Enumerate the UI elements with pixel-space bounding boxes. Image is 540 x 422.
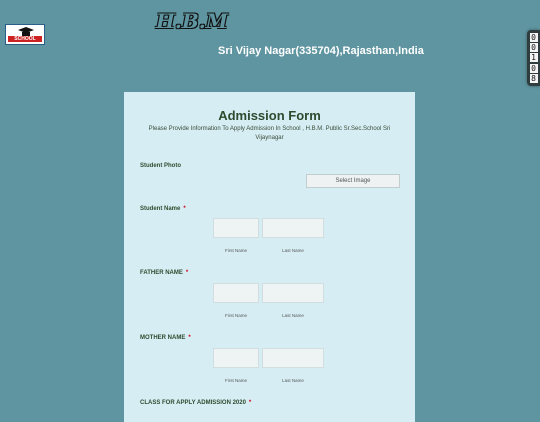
class-admission-label-text: CLASS FOR APPLY ADMISSION 2020 <box>140 400 246 406</box>
mother-name-label-text: MOTHER NAME <box>140 335 186 341</box>
student-first-name-input[interactable] <box>213 218 259 238</box>
school-logo[interactable] <box>5 24 45 45</box>
class-admission-label <box>140 400 251 406</box>
student-last-name-sublabel: Last Name <box>282 248 304 253</box>
counter-digit: 1 <box>531 53 536 63</box>
counter-digit: 0 <box>531 33 536 43</box>
required-mark: * <box>248 400 252 406</box>
form-subtitle: Please Provide Information To Apply Admission In School , H.B.M. Public Sr.Sec.School Sri Vijaynagar <box>148 126 391 141</box>
required-mark: * <box>183 206 186 212</box>
father-name-label-text: FATHER NAME <box>140 270 183 276</box>
mother-first-name-sublabel: First Name <box>224 378 247 383</box>
father-last-name-input[interactable] <box>262 283 324 303</box>
father-last-name-sublabel: Last Name <box>282 313 304 318</box>
student-last-name-input[interactable] <box>262 218 324 238</box>
logo-sign: SCHOOL <box>8 36 42 42</box>
student-photo-label: Student Photo <box>140 163 181 169</box>
mother-first-name-input[interactable] <box>213 348 259 368</box>
counter-digit: 0 <box>531 63 536 73</box>
father-first-name-sublabel: First Name <box>224 313 247 318</box>
form-title: Admission Form <box>218 108 321 123</box>
counter-digit: 8 <box>531 73 536 83</box>
student-name-label <box>140 206 186 212</box>
admission-form <box>124 92 415 422</box>
required-mark: * <box>185 270 189 276</box>
mother-name-label <box>140 335 191 341</box>
school-address: Sri Vijay Nagar(335704),Rajasthan,India <box>218 45 424 57</box>
mother-last-name-sublabel: Last Name <box>282 378 304 383</box>
brand-title: H.B.M <box>156 9 228 33</box>
student-name-label-text: Student Name <box>140 206 181 212</box>
counter-digit: 0 <box>531 43 536 53</box>
father-first-name-input[interactable] <box>213 283 259 303</box>
mother-last-name-input[interactable] <box>262 348 324 368</box>
select-image-button[interactable]: Select Image <box>306 174 400 188</box>
required-mark: * <box>188 335 191 341</box>
father-name-label <box>140 270 188 276</box>
student-first-name-sublabel: First Name <box>224 248 247 253</box>
visitor-counter <box>527 30 540 86</box>
